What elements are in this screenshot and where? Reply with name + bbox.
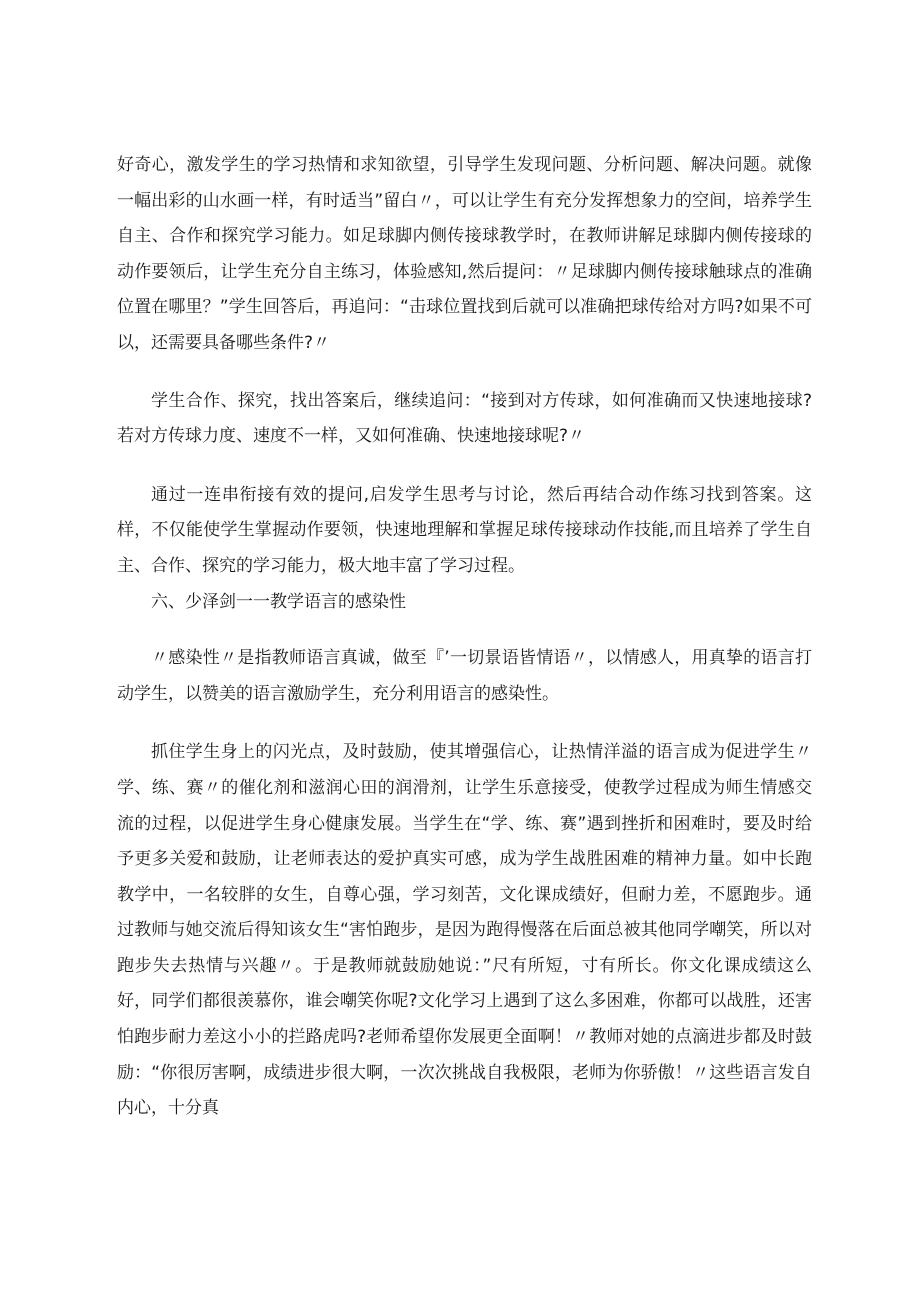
section-heading: 六、少泽剑一一教学语言的感染性 [151, 591, 406, 612]
paragraph-3: 通过一连串衔接有效的提问,启发学生思考与讨论，然后再结合动作练习找到答案。这样，不仅能使学生掌握动作要领，快速地理解和掌握足球传接球动作技能,而且培养了学生自主、合作、探究的学习能力，极大地丰富了学习过程。 [117, 484, 812, 576]
paragraph-4: 〃感染性〃是指教师语言真诚，做至『’一切景语皆情语〃，以情感人，用真挚的语言打动学生，以赞美的语言激励学生，充分利用语言的感染性。 [117, 648, 812, 704]
paragraph-2: 学生合作、探究，找出答案后，继续追问：“接到对方传球，如何准确而又快速地接球?若对方传球力度、速度不一样，又如何准确、快速地接球呢?〃 [117, 390, 812, 447]
document-page [117, 148, 812, 1127]
paragraph-5: 抓住学生身上的闪光点，及时鼓励，使其增强信心，让热情洋溢的语言成为促进学生〃学、练、赛〃的催化剂和滋润心田的润滑剂，让学生乐意接受，使教学过程成为师生情感交流的过程，以促进学生身心健康发展。当学生在“学、练、赛”遇到挫折和困难时，要及时给予更多关爱和鼓励，让老师表达的爱护真实可感，成为学生战胜困难的精神力量。如中长跑教学中，一名较胖的女生，自尊心强，学习刻苦，文化课成绩好，但耐力差，不愿跑步。通过教师与她交流后得知该女生“害怕跑步，是因为跑得慢落在后面总被其他同学嘲笑，所以对跑步失去热情与兴趣〃。于是教师就鼓励她说：”尺有所短，寸有所长。你文化课成绩这么好，同学们都很羡慕你，谁会嘲笑你呢?文化学习上遇到了这么多困难，你都可以战胜，还害怕跑步耐力差这小小的拦路虎吗?老师希望你发展更全面啊！〃教师对她的点滴进步都及时鼓励：“你很厉害啊，成绩进步很大啊，一次次挑战自我极限，老师为你骄傲！〃这些语言发自内心，十分真 [117, 742, 812, 1119]
paragraph-1: 好奇心，激发学生的学习热情和求知欲望，引导学生发现问题、分析问题、解决问题。就像一幅出彩的山水画一样，有时适当”留白〃，可以让学生有充分发挥想象力的空间，培养学生自主、合作和探究学习能力。如足球脚内侧传接球教学时，在教师讲解足球脚内侧传接球的动作要领后，让学生充分自主练习，体验感知,然后提问：〃足球脚内侧传接球触球点的准确位置在哪里？”学生回答后，再追问：“击球位置找到后就可以准确把球传给对方吗?如果不可以，还需要具备哪些条件?〃 [117, 155, 812, 353]
